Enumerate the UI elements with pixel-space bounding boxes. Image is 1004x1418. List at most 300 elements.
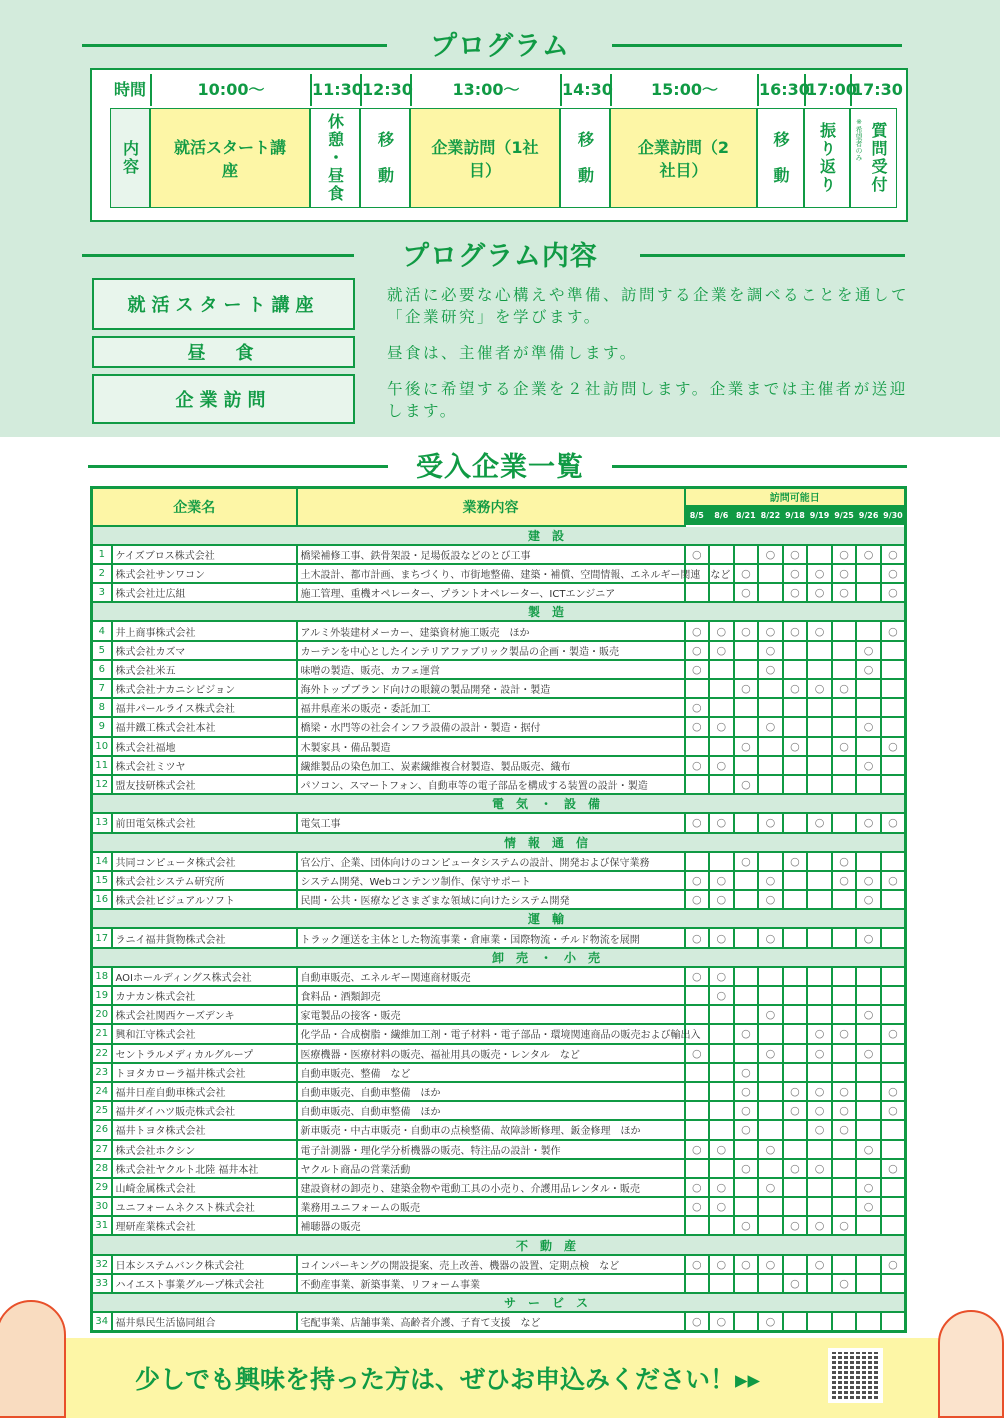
empty-cell (734, 1312, 759, 1331)
empty-cell (881, 1197, 906, 1216)
available-mark: ○ (881, 1024, 906, 1043)
company-name: 日本システムバンク株式会社 (112, 1255, 297, 1274)
empty-cell (758, 986, 783, 1005)
empty-cell (807, 660, 832, 679)
company-name: 興和江守株式会社 (112, 1024, 297, 1043)
table-row (92, 1255, 906, 1274)
row-number: 28 (92, 1159, 112, 1178)
empty-cell (856, 775, 881, 794)
time-slot: 17:00 (804, 74, 850, 106)
available-mark: ○ (685, 1312, 710, 1331)
available-mark: ○ (783, 564, 808, 583)
companies-title-bar (0, 445, 1000, 484)
company-name: 株式会社辻広組 (112, 583, 297, 602)
table-row (92, 871, 906, 890)
row-number: 19 (92, 986, 112, 1005)
empty-cell (685, 1274, 710, 1293)
table-row (92, 775, 906, 794)
available-mark: ○ (856, 545, 881, 564)
company-name: 盟友技研株式会社 (112, 775, 297, 794)
available-mark: ○ (832, 1216, 857, 1235)
available-mark: ○ (881, 1255, 906, 1274)
empty-cell (856, 1101, 881, 1120)
program-block: 就活スタート講座 (150, 108, 310, 208)
empty-cell (685, 1216, 710, 1235)
program-title-bar (0, 24, 1000, 63)
empty-cell (881, 1140, 906, 1159)
time-slot: 16:30 (757, 74, 804, 106)
empty-cell (709, 1024, 734, 1043)
col-business: 業務内容 (297, 488, 685, 526)
available-mark: ○ (758, 871, 783, 890)
empty-cell (734, 545, 759, 564)
available-mark: ○ (783, 679, 808, 698)
available-mark: ○ (685, 1197, 710, 1216)
available-mark: ○ (807, 1216, 832, 1235)
company-name: セントラルメディカルグループ (112, 1044, 297, 1063)
available-mark: ○ (685, 928, 710, 947)
empty-cell (881, 1312, 906, 1331)
empty-cell (783, 1005, 808, 1024)
empty-cell (881, 756, 906, 775)
empty-cell (832, 1005, 857, 1024)
section-label: 電気・設備 (92, 794, 906, 813)
table-row (92, 967, 906, 986)
empty-cell (807, 890, 832, 909)
program-block: 休憩・昼食 (310, 108, 360, 208)
empty-cell (709, 1159, 734, 1178)
table-row (92, 545, 906, 564)
empty-cell (881, 1216, 906, 1235)
empty-cell (734, 871, 759, 890)
empty-cell (881, 679, 906, 698)
empty-cell (734, 641, 759, 660)
business-description: 自動車販売、自動車整備 ほか (297, 1082, 685, 1101)
empty-cell (758, 679, 783, 698)
empty-cell (881, 1274, 906, 1293)
available-mark: ○ (881, 545, 906, 564)
section-row (92, 909, 906, 928)
available-mark: ○ (758, 928, 783, 947)
empty-cell (758, 852, 783, 871)
date-header: 9/26 (856, 506, 881, 526)
program-block: 移 動 (360, 108, 410, 208)
date-header: 8/22 (758, 506, 783, 526)
section-label: 建設 (92, 526, 906, 545)
section-row (92, 948, 906, 967)
available-mark: ○ (685, 545, 710, 564)
companies-title: 受入企業一覧 (416, 452, 584, 483)
empty-cell (832, 1044, 857, 1063)
business-description: カーテンを中心としたインテリアファブリック製品の企画・製造・販売 (297, 641, 685, 660)
table-row (92, 1159, 906, 1178)
available-mark: ○ (709, 756, 734, 775)
empty-cell (856, 621, 881, 640)
table-row (92, 1274, 906, 1293)
business-description: 木製家具・備品製造 (297, 737, 685, 756)
table-header-row (92, 488, 906, 506)
row-number: 20 (92, 1005, 112, 1024)
business-description: 食料品・酒類卸売 (297, 986, 685, 1005)
program-block: 企業訪問（2社目） (610, 108, 757, 208)
available-mark: ○ (881, 1082, 906, 1101)
empty-cell (856, 564, 881, 583)
section-row (92, 602, 906, 621)
empty-cell (685, 1063, 710, 1082)
table-row (92, 660, 906, 679)
available-mark: ○ (832, 679, 857, 698)
empty-cell (881, 698, 906, 717)
company-name: 福井ダイハツ販売株式会社 (112, 1101, 297, 1120)
empty-cell (881, 1005, 906, 1024)
empty-cell (709, 852, 734, 871)
table-row (92, 1178, 906, 1197)
available-mark: ○ (734, 679, 759, 698)
time-slot: 11:30 (310, 74, 360, 106)
available-mark: ○ (807, 1255, 832, 1274)
table-row (92, 852, 906, 871)
empty-cell (734, 1005, 759, 1024)
business-description: 建設資材の卸売り、建築金物や電動工具の小売り、介護用品レンタル・販売 (297, 1178, 685, 1197)
section-label: 不動産 (92, 1235, 906, 1254)
section-row (92, 833, 906, 852)
available-mark: ○ (685, 890, 710, 909)
empty-cell (807, 1005, 832, 1024)
table-row (92, 1044, 906, 1063)
cta-text: 少しでも興味を持った方は、ぜひお申込みください！▸▸ (135, 1365, 761, 1394)
available-mark: ○ (734, 1101, 759, 1120)
row-number: 15 (92, 871, 112, 890)
row-number: 6 (92, 660, 112, 679)
time-slot: 17:30 (850, 74, 897, 106)
business-description: 電気工事 (297, 813, 685, 832)
business-description: 自動車販売、整備 など (297, 1063, 685, 1082)
available-mark: ○ (807, 1082, 832, 1101)
row-number: 14 (92, 852, 112, 871)
section-label: 情報通信 (92, 833, 906, 852)
empty-cell (881, 852, 906, 871)
row-number: 8 (92, 698, 112, 717)
empty-cell (807, 1140, 832, 1159)
business-description: ヤクルト商品の営業活動 (297, 1159, 685, 1178)
available-mark: ○ (856, 1178, 881, 1197)
company-name: 株式会社ナカニシビジョン (112, 679, 297, 698)
empty-cell (881, 890, 906, 909)
available-mark: ○ (709, 1178, 734, 1197)
empty-cell (734, 813, 759, 832)
empty-cell (832, 813, 857, 832)
available-mark: ○ (709, 641, 734, 660)
empty-cell (881, 717, 906, 736)
empty-cell (709, 1101, 734, 1120)
empty-cell (783, 1178, 808, 1197)
available-mark: ○ (832, 564, 857, 583)
available-mark: ○ (783, 1082, 808, 1101)
row-number: 5 (92, 641, 112, 660)
available-mark: ○ (856, 813, 881, 832)
business-description: アルミ外装建材メーカー、建築資材施工販売 ほか (297, 621, 685, 640)
empty-cell (734, 1274, 759, 1293)
business-description: 施工管理、重機オペレーター、プラントオペレーター、ICTエンジニア (297, 583, 685, 602)
business-description: 宅配事業、店舗事業、高齢者介護、子育て支援 など (297, 1312, 685, 1331)
business-description: 橋梁補修工事、鉄骨架設・足場仮設などのとび工事 (297, 545, 685, 564)
empty-cell (734, 660, 759, 679)
row-number: 26 (92, 1120, 112, 1139)
row-number: 22 (92, 1044, 112, 1063)
row-number: 12 (92, 775, 112, 794)
empty-cell (832, 890, 857, 909)
available-mark: ○ (758, 1005, 783, 1024)
available-mark: ○ (807, 813, 832, 832)
empty-cell (758, 1063, 783, 1082)
available-mark: ○ (734, 1024, 759, 1043)
business-description: 自動車販売、エネルギー関連商材販売 (297, 967, 685, 986)
available-mark: ○ (758, 660, 783, 679)
available-mark: ○ (881, 564, 906, 583)
available-mark: ○ (832, 583, 857, 602)
empty-cell (832, 967, 857, 986)
available-mark: ○ (709, 813, 734, 832)
empty-cell (709, 1005, 734, 1024)
empty-cell (856, 583, 881, 602)
available-mark: ○ (807, 583, 832, 602)
col-company-name: 企業名 (92, 488, 297, 526)
empty-cell (832, 756, 857, 775)
row-number: 34 (92, 1312, 112, 1331)
empty-cell (783, 1255, 808, 1274)
available-mark: ○ (734, 1120, 759, 1139)
empty-cell (783, 1140, 808, 1159)
available-mark: ○ (832, 1101, 857, 1120)
available-mark: ○ (832, 871, 857, 890)
empty-cell (856, 1255, 881, 1274)
row-number: 13 (92, 813, 112, 832)
table-row (92, 756, 906, 775)
row-number: 18 (92, 967, 112, 986)
table-row (92, 1024, 906, 1043)
available-mark: ○ (783, 1159, 808, 1178)
empty-cell (832, 928, 857, 947)
company-name: 山崎金属株式会社 (112, 1178, 297, 1197)
note-text: ※希望者のみ (855, 118, 863, 161)
company-name: 福井トヨタ株式会社 (112, 1120, 297, 1139)
empty-cell (832, 1255, 857, 1274)
available-mark: ○ (783, 1274, 808, 1293)
company-name: カナカン株式会社 (112, 986, 297, 1005)
empty-cell (685, 986, 710, 1005)
content-label-seminar: 就活スタート講座 (92, 278, 355, 330)
available-mark: ○ (734, 737, 759, 756)
business-description: 福井県産米の販売・委託加工 (297, 698, 685, 717)
time-label: 時間 (113, 80, 146, 99)
content-title-bar (0, 234, 1000, 273)
business-description: 不動産事業、新築事業、リフォーム事業 (297, 1274, 685, 1293)
available-mark: ○ (807, 1120, 832, 1139)
empty-cell (783, 660, 808, 679)
empty-cell (881, 928, 906, 947)
row-number: 23 (92, 1063, 112, 1082)
business-description: トラック運送を主体とした物流事業・倉庫業・国際物流・チルド物流を展開 (297, 928, 685, 947)
available-mark: ○ (832, 1082, 857, 1101)
row-number: 33 (92, 1274, 112, 1293)
empty-cell (807, 737, 832, 756)
available-mark: ○ (783, 1101, 808, 1120)
table-row (92, 679, 906, 698)
available-mark: ○ (856, 871, 881, 890)
available-mark: ○ (685, 967, 710, 986)
available-mark: ○ (783, 737, 808, 756)
row-number: 11 (92, 756, 112, 775)
available-mark: ○ (783, 621, 808, 640)
available-mark: ○ (709, 928, 734, 947)
row-number: 3 (92, 583, 112, 602)
empty-cell (856, 1159, 881, 1178)
date-header: 9/19 (807, 506, 832, 526)
empty-cell (807, 1063, 832, 1082)
empty-cell (685, 775, 710, 794)
business-description: 新車販売・中古車販売・自動車の点検整備、故障診断修理、鈑金修理 ほか (297, 1120, 685, 1139)
empty-cell (685, 852, 710, 871)
empty-cell (856, 986, 881, 1005)
empty-cell (832, 660, 857, 679)
empty-cell (832, 1063, 857, 1082)
available-mark: ○ (734, 852, 759, 871)
available-mark: ○ (685, 813, 710, 832)
empty-cell (783, 1120, 808, 1139)
row-number: 16 (92, 890, 112, 909)
available-mark: ○ (685, 1178, 710, 1197)
section-row (92, 794, 906, 813)
empty-cell (856, 852, 881, 871)
empty-cell (709, 545, 734, 564)
empty-cell (758, 775, 783, 794)
content-text-lunch: 昼食は、主催者が準備します。 (387, 344, 638, 362)
empty-cell (685, 737, 710, 756)
available-mark: ○ (856, 641, 881, 660)
available-mark: ○ (709, 1255, 734, 1274)
date-header: 8/6 (709, 506, 734, 526)
company-name: ハイエスト事業グループ株式会社 (112, 1274, 297, 1293)
company-name: 井上商事株式会社 (112, 621, 297, 640)
empty-cell (856, 1274, 881, 1293)
empty-cell (709, 583, 734, 602)
empty-cell (856, 737, 881, 756)
business-description: 民間・公共・医療などさまざまな領域に向けたシステム開発 (297, 890, 685, 909)
empty-cell (807, 641, 832, 660)
available-mark: ○ (881, 737, 906, 756)
business-description: コインパーキングの開設提案、売上改善、機器の設置、定期点検 など (297, 1255, 685, 1274)
empty-cell (709, 1216, 734, 1235)
available-mark: ○ (807, 621, 832, 640)
empty-cell (832, 717, 857, 736)
company-name: ユニフォームネクスト株式会社 (112, 1197, 297, 1216)
row-number: 32 (92, 1255, 112, 1274)
empty-cell (783, 871, 808, 890)
empty-cell (685, 1005, 710, 1024)
available-mark: ○ (709, 967, 734, 986)
empty-cell (807, 1178, 832, 1197)
empty-cell (709, 1120, 734, 1139)
available-mark: ○ (758, 1178, 783, 1197)
company-name: 株式会社福地 (112, 737, 297, 756)
empty-cell (734, 890, 759, 909)
empty-cell (832, 641, 857, 660)
empty-cell (783, 1312, 808, 1331)
available-mark: ○ (685, 1044, 710, 1063)
empty-cell (807, 871, 832, 890)
company-name: 福井日産自動車株式会社 (112, 1082, 297, 1101)
program-title: プログラム (430, 31, 570, 62)
table-row (92, 717, 906, 736)
empty-cell (685, 679, 710, 698)
company-name: 福井鐵工株式会社本社 (112, 717, 297, 736)
table-row (92, 890, 906, 909)
program-block: 振り返り (804, 108, 850, 208)
empty-cell (758, 1216, 783, 1235)
empty-cell (783, 967, 808, 986)
available-mark: ○ (856, 1140, 881, 1159)
empty-cell (758, 1197, 783, 1216)
empty-cell (807, 928, 832, 947)
available-mark: ○ (832, 1274, 857, 1293)
company-name: トヨタカローラ福井株式会社 (112, 1063, 297, 1082)
empty-cell (807, 698, 832, 717)
empty-cell (758, 564, 783, 583)
empty-cell (807, 852, 832, 871)
available-mark: ○ (709, 717, 734, 736)
section-label: 卸売・小売 (92, 948, 906, 967)
content-label-lunch: 昼 食 (92, 336, 355, 368)
empty-cell (709, 1274, 734, 1293)
empty-cell (758, 1120, 783, 1139)
companies-table (90, 486, 907, 1333)
row-number: 21 (92, 1024, 112, 1043)
empty-cell (856, 967, 881, 986)
available-mark: ○ (709, 1197, 734, 1216)
date-header: 8/5 (685, 506, 710, 526)
available-mark: ○ (734, 621, 759, 640)
empty-cell (783, 1024, 808, 1043)
business-description: 業務用ユニフォームの販売 (297, 1197, 685, 1216)
table-row (92, 737, 906, 756)
empty-cell (881, 641, 906, 660)
empty-cell (685, 1159, 710, 1178)
available-mark: ○ (758, 621, 783, 640)
available-mark: ○ (734, 775, 759, 794)
qr-code-icon[interactable] (828, 1348, 883, 1403)
available-mark: ○ (856, 756, 881, 775)
empty-cell (734, 717, 759, 736)
empty-cell (832, 1197, 857, 1216)
company-name: 前田電気株式会社 (112, 813, 297, 832)
business-description: 繊維製品の染色加工、炭素繊維複合材製造、製品販売、織布 (297, 756, 685, 775)
table-row (92, 1140, 906, 1159)
section-row (92, 1293, 906, 1312)
company-name: 株式会社システム研究所 (112, 871, 297, 890)
available-mark: ○ (685, 756, 710, 775)
business-description: 家電製品の接客・販売 (297, 1005, 685, 1024)
company-name: ケイズブロス株式会社 (112, 545, 297, 564)
available-mark: ○ (856, 717, 881, 736)
available-mark: ○ (685, 1140, 710, 1159)
section-label: 運輸 (92, 909, 906, 928)
empty-cell (807, 545, 832, 564)
available-mark: ○ (685, 717, 710, 736)
empty-cell (856, 1216, 881, 1235)
row-number: 27 (92, 1140, 112, 1159)
date-header: 9/30 (881, 506, 906, 526)
time-slot: 12:30 (360, 74, 410, 106)
